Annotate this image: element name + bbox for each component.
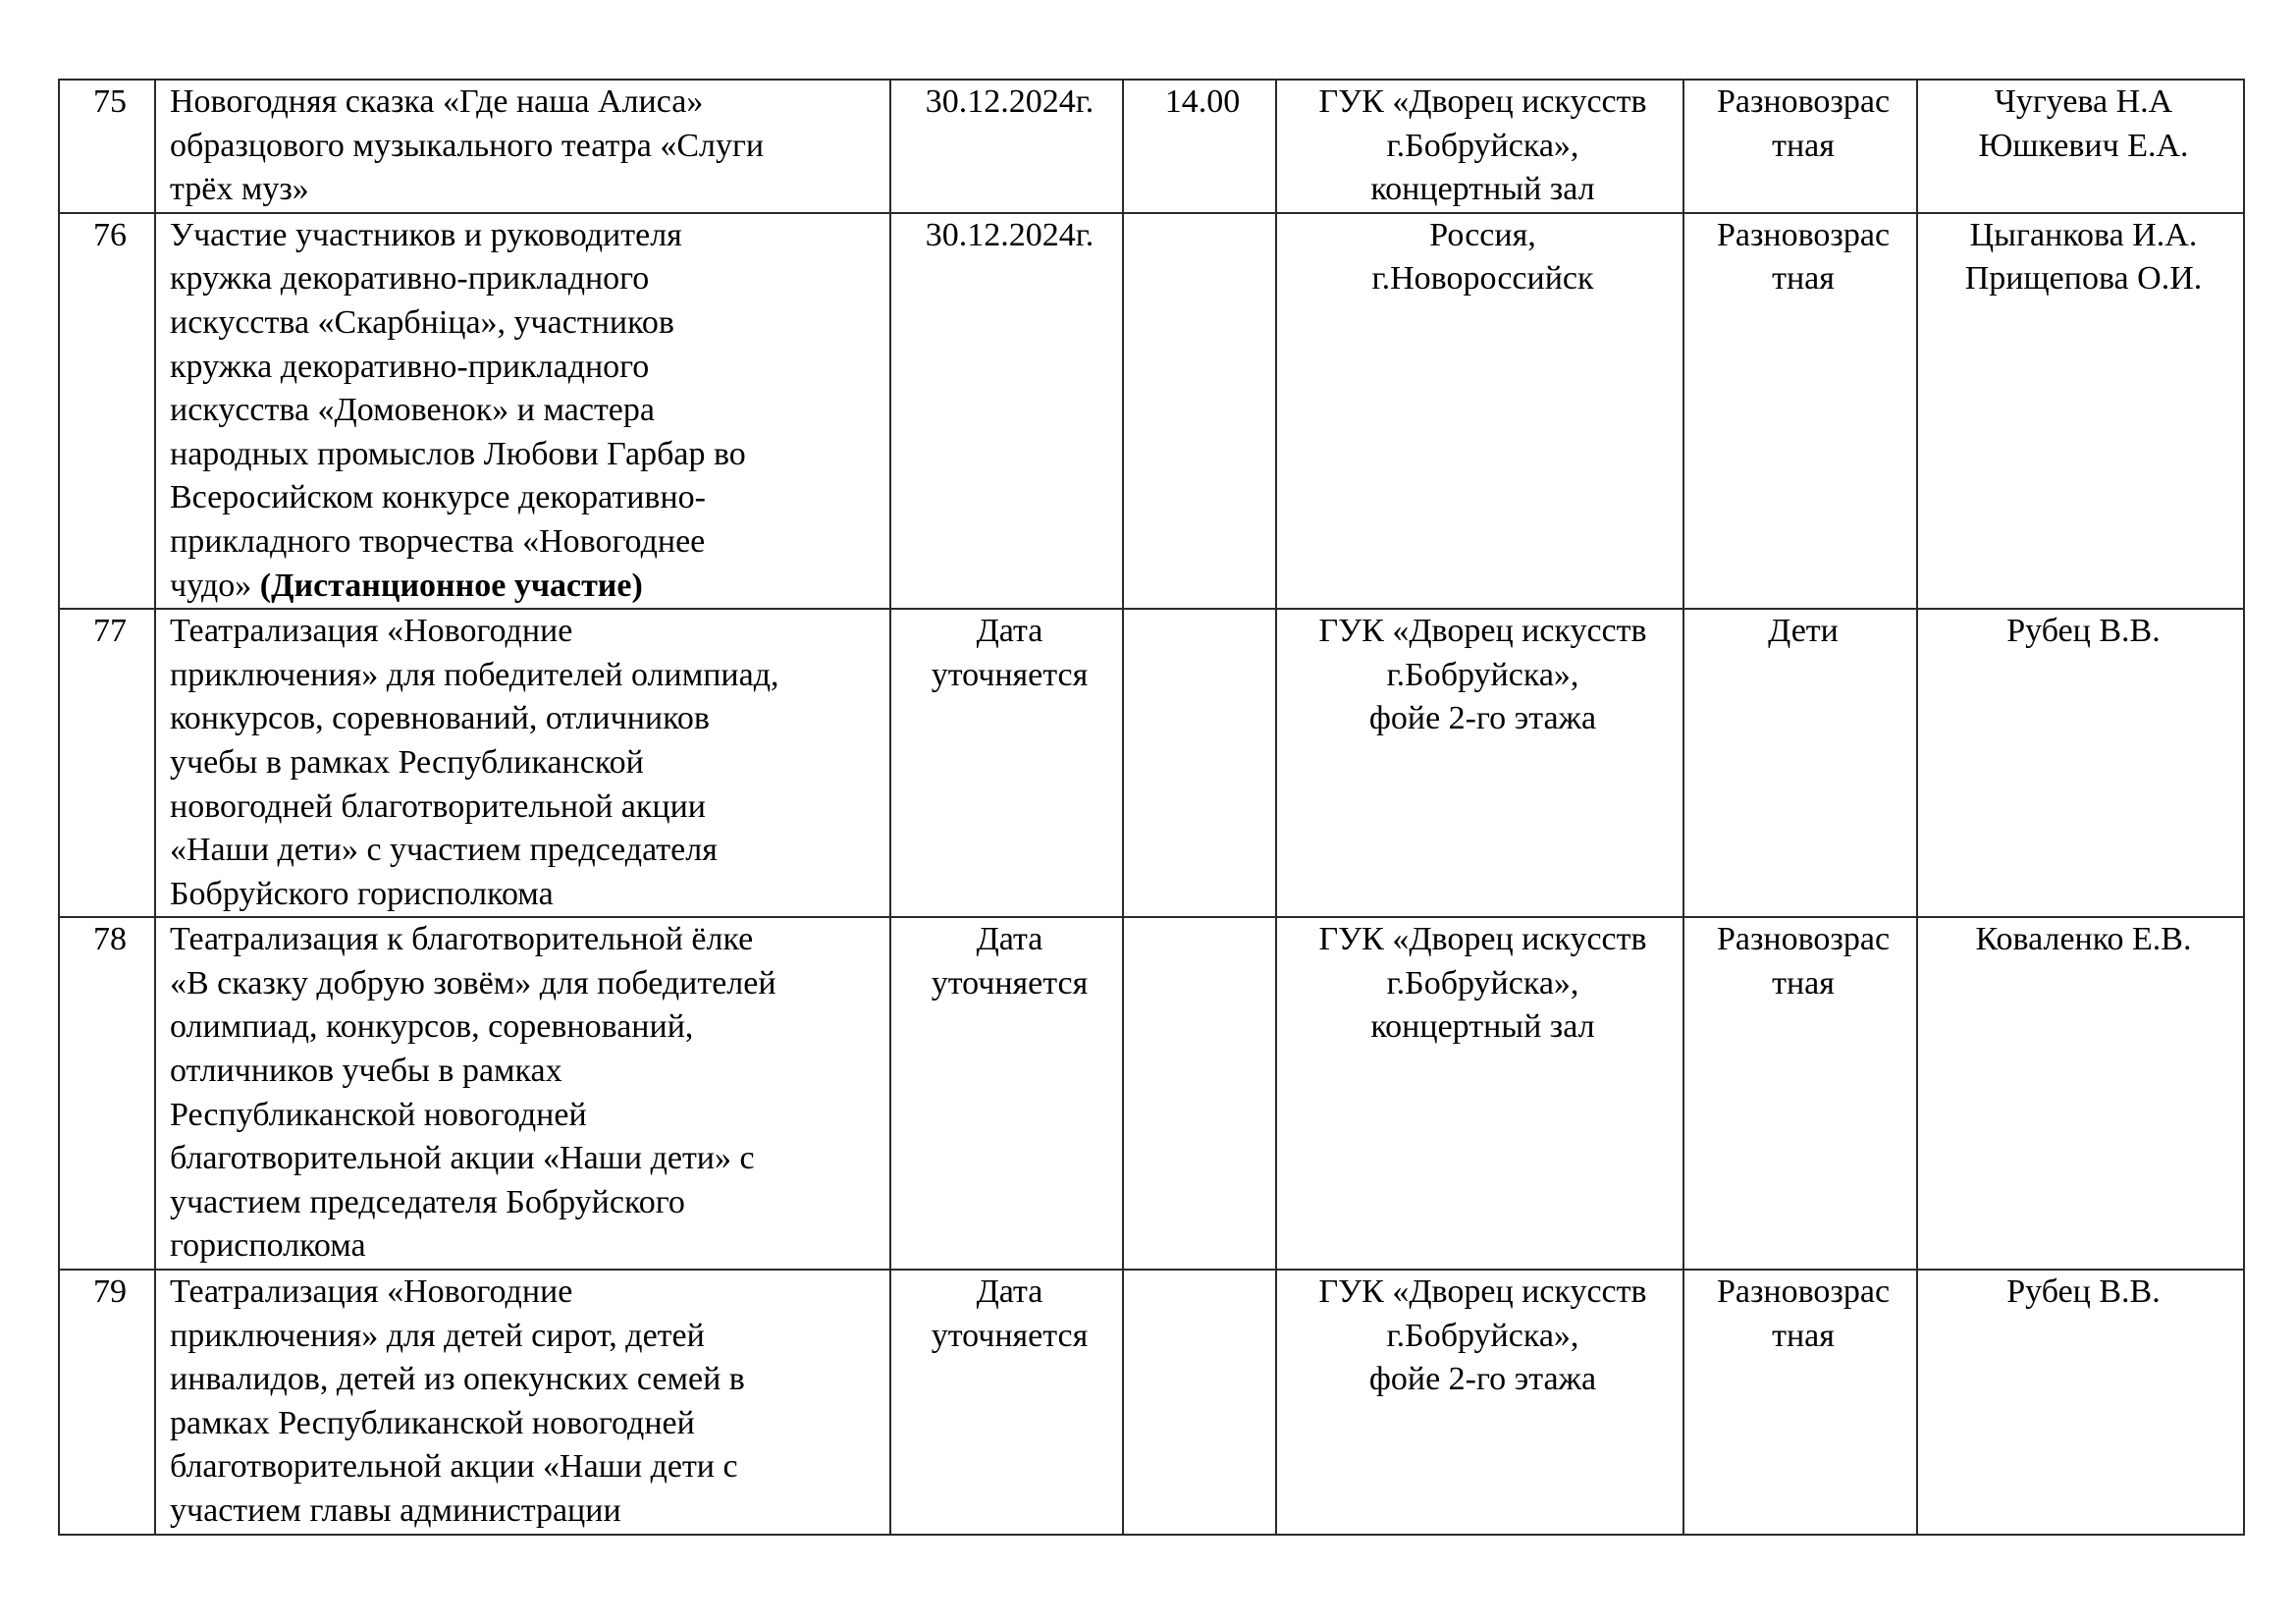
- event-title-text: прикладного творчества «Новогоднее: [170, 522, 706, 560]
- responsible-cell: [1917, 213, 2244, 609]
- event-title-line: [170, 168, 881, 212]
- event-responsible: Цыганкова И.А.: [1969, 216, 2198, 253]
- event-venue: концертный зал: [1370, 171, 1595, 208]
- table-row: [59, 1270, 2244, 1535]
- responsible-cell: [1917, 609, 2244, 917]
- table-row: [59, 609, 2244, 917]
- row-number: 78: [93, 921, 127, 958]
- event-title-text: Театрализация «Новогодние: [170, 613, 573, 650]
- event-date: 30.12.2024г.: [925, 83, 1095, 120]
- event-audience: тная: [1772, 964, 1835, 1001]
- events-table-body: [59, 80, 2244, 1535]
- event-title-cell: [155, 1270, 890, 1535]
- event-audience: тная: [1772, 127, 1835, 164]
- event-responsible: Прищепова О.И.: [1964, 260, 2203, 298]
- date-cell: [890, 213, 1123, 609]
- event-title-line: [170, 346, 881, 390]
- event-title-cell: [155, 80, 890, 213]
- table-row: [59, 917, 2244, 1270]
- table-row: [59, 80, 2244, 213]
- event-date: Дата: [976, 1273, 1043, 1311]
- event-title-text: олимпиад, конкурсов, соревнований,: [170, 1008, 694, 1046]
- event-title-line: [170, 697, 881, 741]
- event-audience: Разновозрас: [1716, 1273, 1891, 1311]
- row-number-cell: [59, 80, 155, 213]
- event-title-line: [170, 301, 881, 346]
- event-title-text: конкурсов, соревнований, отличников: [170, 700, 710, 737]
- event-title-line: [170, 1402, 881, 1446]
- event-time: 14.00: [1164, 83, 1241, 120]
- date-cell: [890, 80, 1123, 213]
- event-title-text: учебы в рамках Республиканской: [170, 743, 644, 781]
- event-venue: Россия,: [1429, 216, 1536, 253]
- event-venue: ГУК «Дворец искусств: [1318, 921, 1647, 958]
- event-title-line: [170, 1050, 881, 1094]
- event-audience: тная: [1772, 260, 1835, 298]
- event-title-line: [170, 1005, 881, 1050]
- event-date: Дата: [976, 921, 1043, 958]
- event-venue: г.Бобруйска»,: [1386, 964, 1579, 1001]
- event-audience: тная: [1772, 1317, 1835, 1354]
- event-date: уточняется: [931, 964, 1089, 1001]
- table-row: [59, 213, 2244, 609]
- event-title-text: приключения» для детей сирот, детей: [170, 1317, 705, 1354]
- event-title-text: новогодней благотворительной акции: [170, 787, 706, 825]
- event-venue: ГУК «Дворец искусств: [1318, 613, 1647, 650]
- audience-cell: [1683, 213, 1917, 609]
- event-date: Дата: [976, 613, 1043, 650]
- event-title-text: кружка декоративно-прикладного: [170, 260, 650, 298]
- time-cell: [1123, 80, 1276, 213]
- audience-cell: [1683, 917, 1917, 1270]
- event-title-line: [170, 962, 881, 1006]
- responsible-cell: [1917, 80, 2244, 213]
- audience-cell: [1683, 80, 1917, 213]
- event-title-line: [170, 1315, 881, 1359]
- event-title-text: благотворительной акции «Наши дети с: [170, 1448, 738, 1486]
- event-title-cell: [155, 609, 890, 917]
- time-cell: [1123, 1270, 1276, 1535]
- event-title-text: участием председателя Бобруйского: [170, 1183, 685, 1220]
- event-title-text: Республиканской новогодней: [170, 1096, 587, 1133]
- row-number-cell: [59, 1270, 155, 1535]
- row-number: 77: [93, 613, 127, 650]
- event-venue: фойе 2-го этажа: [1368, 1361, 1597, 1398]
- event-audience: Разновозрас: [1716, 83, 1891, 120]
- event-title-line: [170, 918, 881, 962]
- row-number-cell: [59, 609, 155, 917]
- event-responsible: Рубец В.В.: [2006, 1273, 2161, 1311]
- event-venue: г.Бобруйска»,: [1386, 1317, 1579, 1354]
- event-title-text: искусства «Домовенок» и мастера: [170, 392, 655, 429]
- venue-cell: [1276, 609, 1683, 917]
- audience-cell: [1683, 609, 1917, 917]
- event-venue: ГУК «Дворец искусств: [1318, 83, 1647, 120]
- event-title-text: «Наши дети» с участием председателя: [170, 832, 718, 869]
- event-title-line: [170, 785, 881, 830]
- responsible-cell: [1917, 917, 2244, 1270]
- event-title-text: Участие участников и руководителя: [170, 216, 682, 253]
- event-note-bold: (Дистанционное участие): [259, 567, 643, 604]
- event-title-line: [170, 829, 881, 873]
- events-table: [58, 79, 2245, 1536]
- row-number: 79: [93, 1273, 127, 1311]
- event-title-line: [170, 125, 881, 169]
- event-audience: Разновозрас: [1716, 921, 1891, 958]
- event-title-text: Всеросийском конкурсе декоративно-: [170, 479, 706, 516]
- event-title-text: отличников учебы в рамках: [170, 1053, 562, 1090]
- venue-cell: [1276, 80, 1683, 213]
- event-title-text: Бобруйского горисполкома: [170, 875, 554, 912]
- event-venue: ГУК «Дворец искусств: [1318, 1273, 1647, 1311]
- event-title-text: Театрализация к благотворительной ёлке: [170, 921, 754, 958]
- row-number-cell: [59, 917, 155, 1270]
- row-number-cell: [59, 213, 155, 609]
- date-cell: [890, 917, 1123, 1270]
- event-title-line: [170, 654, 881, 698]
- event-title-text: трёх муз»: [170, 171, 309, 208]
- venue-cell: [1276, 213, 1683, 609]
- event-responsible: Коваленко Е.В.: [1975, 921, 2192, 958]
- row-number: 75: [93, 83, 127, 120]
- venue-cell: [1276, 917, 1683, 1270]
- event-title-line: [170, 433, 881, 477]
- event-responsible: Чугуева Н.А: [1994, 83, 2173, 120]
- event-title-text: инвалидов, детей из опекунских семей в: [170, 1361, 745, 1398]
- event-title-line: [170, 81, 881, 125]
- row-number: 76: [93, 216, 127, 253]
- time-cell: [1123, 213, 1276, 609]
- event-title-line: [170, 389, 881, 433]
- event-title-line: [170, 1358, 881, 1402]
- event-date: уточняется: [931, 656, 1089, 693]
- event-title-cell: [155, 213, 890, 609]
- event-title-text: Новогодняя сказка «Где наша Алиса»: [170, 83, 704, 120]
- event-title-text: народных промыслов Любови Гарбар во: [170, 435, 746, 472]
- event-date: 30.12.2024г.: [925, 216, 1095, 253]
- venue-cell: [1276, 1270, 1683, 1535]
- date-cell: [890, 1270, 1123, 1535]
- event-title-line: [170, 1489, 881, 1534]
- event-venue: концертный зал: [1370, 1008, 1595, 1046]
- event-venue: г.Бобруйска»,: [1386, 127, 1579, 164]
- event-title-text: «В сказку добрую зовём» для победителей: [170, 964, 776, 1001]
- event-title-line: [170, 520, 881, 565]
- event-title-line: [170, 214, 881, 258]
- event-title-text: искусства «Скарбніца», участников: [170, 303, 674, 341]
- event-audience: Дети: [1768, 613, 1839, 650]
- event-title-text: кружка декоративно-прикладного: [170, 348, 650, 385]
- event-title-line: [170, 610, 881, 654]
- event-venue: г.Новороссийск: [1371, 260, 1594, 298]
- event-title-line: [170, 1181, 881, 1225]
- event-title-text: образцового музыкального театра «Слуги: [170, 127, 765, 164]
- event-title-line: [170, 1137, 881, 1181]
- event-title-line: [170, 1094, 881, 1138]
- event-title-line: [170, 1445, 881, 1489]
- event-title-text: Театрализация «Новогодние: [170, 1273, 573, 1311]
- event-title-line: [170, 741, 881, 785]
- time-cell: [1123, 917, 1276, 1270]
- event-title-line: [170, 565, 881, 609]
- event-title-cell: [155, 917, 890, 1270]
- event-venue: г.Бобруйска»,: [1386, 656, 1579, 693]
- event-title-text: благотворительной акции «Наши дети» с: [170, 1140, 755, 1177]
- event-title-text: чудо»: [170, 567, 252, 604]
- event-title-text: участием главы администрации: [170, 1492, 621, 1529]
- audience-cell: [1683, 1270, 1917, 1535]
- event-date: уточняется: [931, 1317, 1089, 1354]
- time-cell: [1123, 609, 1276, 917]
- event-title-line: [170, 1224, 881, 1269]
- event-title-text: горисполкома: [170, 1227, 366, 1265]
- event-audience: Разновозрас: [1716, 216, 1891, 253]
- event-title-line: [170, 257, 881, 301]
- event-title-text: приключения» для победителей олимпиад,: [170, 656, 779, 693]
- event-responsible: Юшкевич Е.А.: [1978, 127, 2189, 164]
- event-responsible: Рубец В.В.: [2006, 613, 2161, 650]
- event-title-line: [170, 476, 881, 520]
- responsible-cell: [1917, 1270, 2244, 1535]
- event-title-line: [170, 873, 881, 917]
- date-cell: [890, 609, 1123, 917]
- event-title-line: [170, 1271, 881, 1315]
- event-title-text: рамках Республиканской новогодней: [170, 1404, 695, 1441]
- event-venue: фойе 2-го этажа: [1368, 700, 1597, 737]
